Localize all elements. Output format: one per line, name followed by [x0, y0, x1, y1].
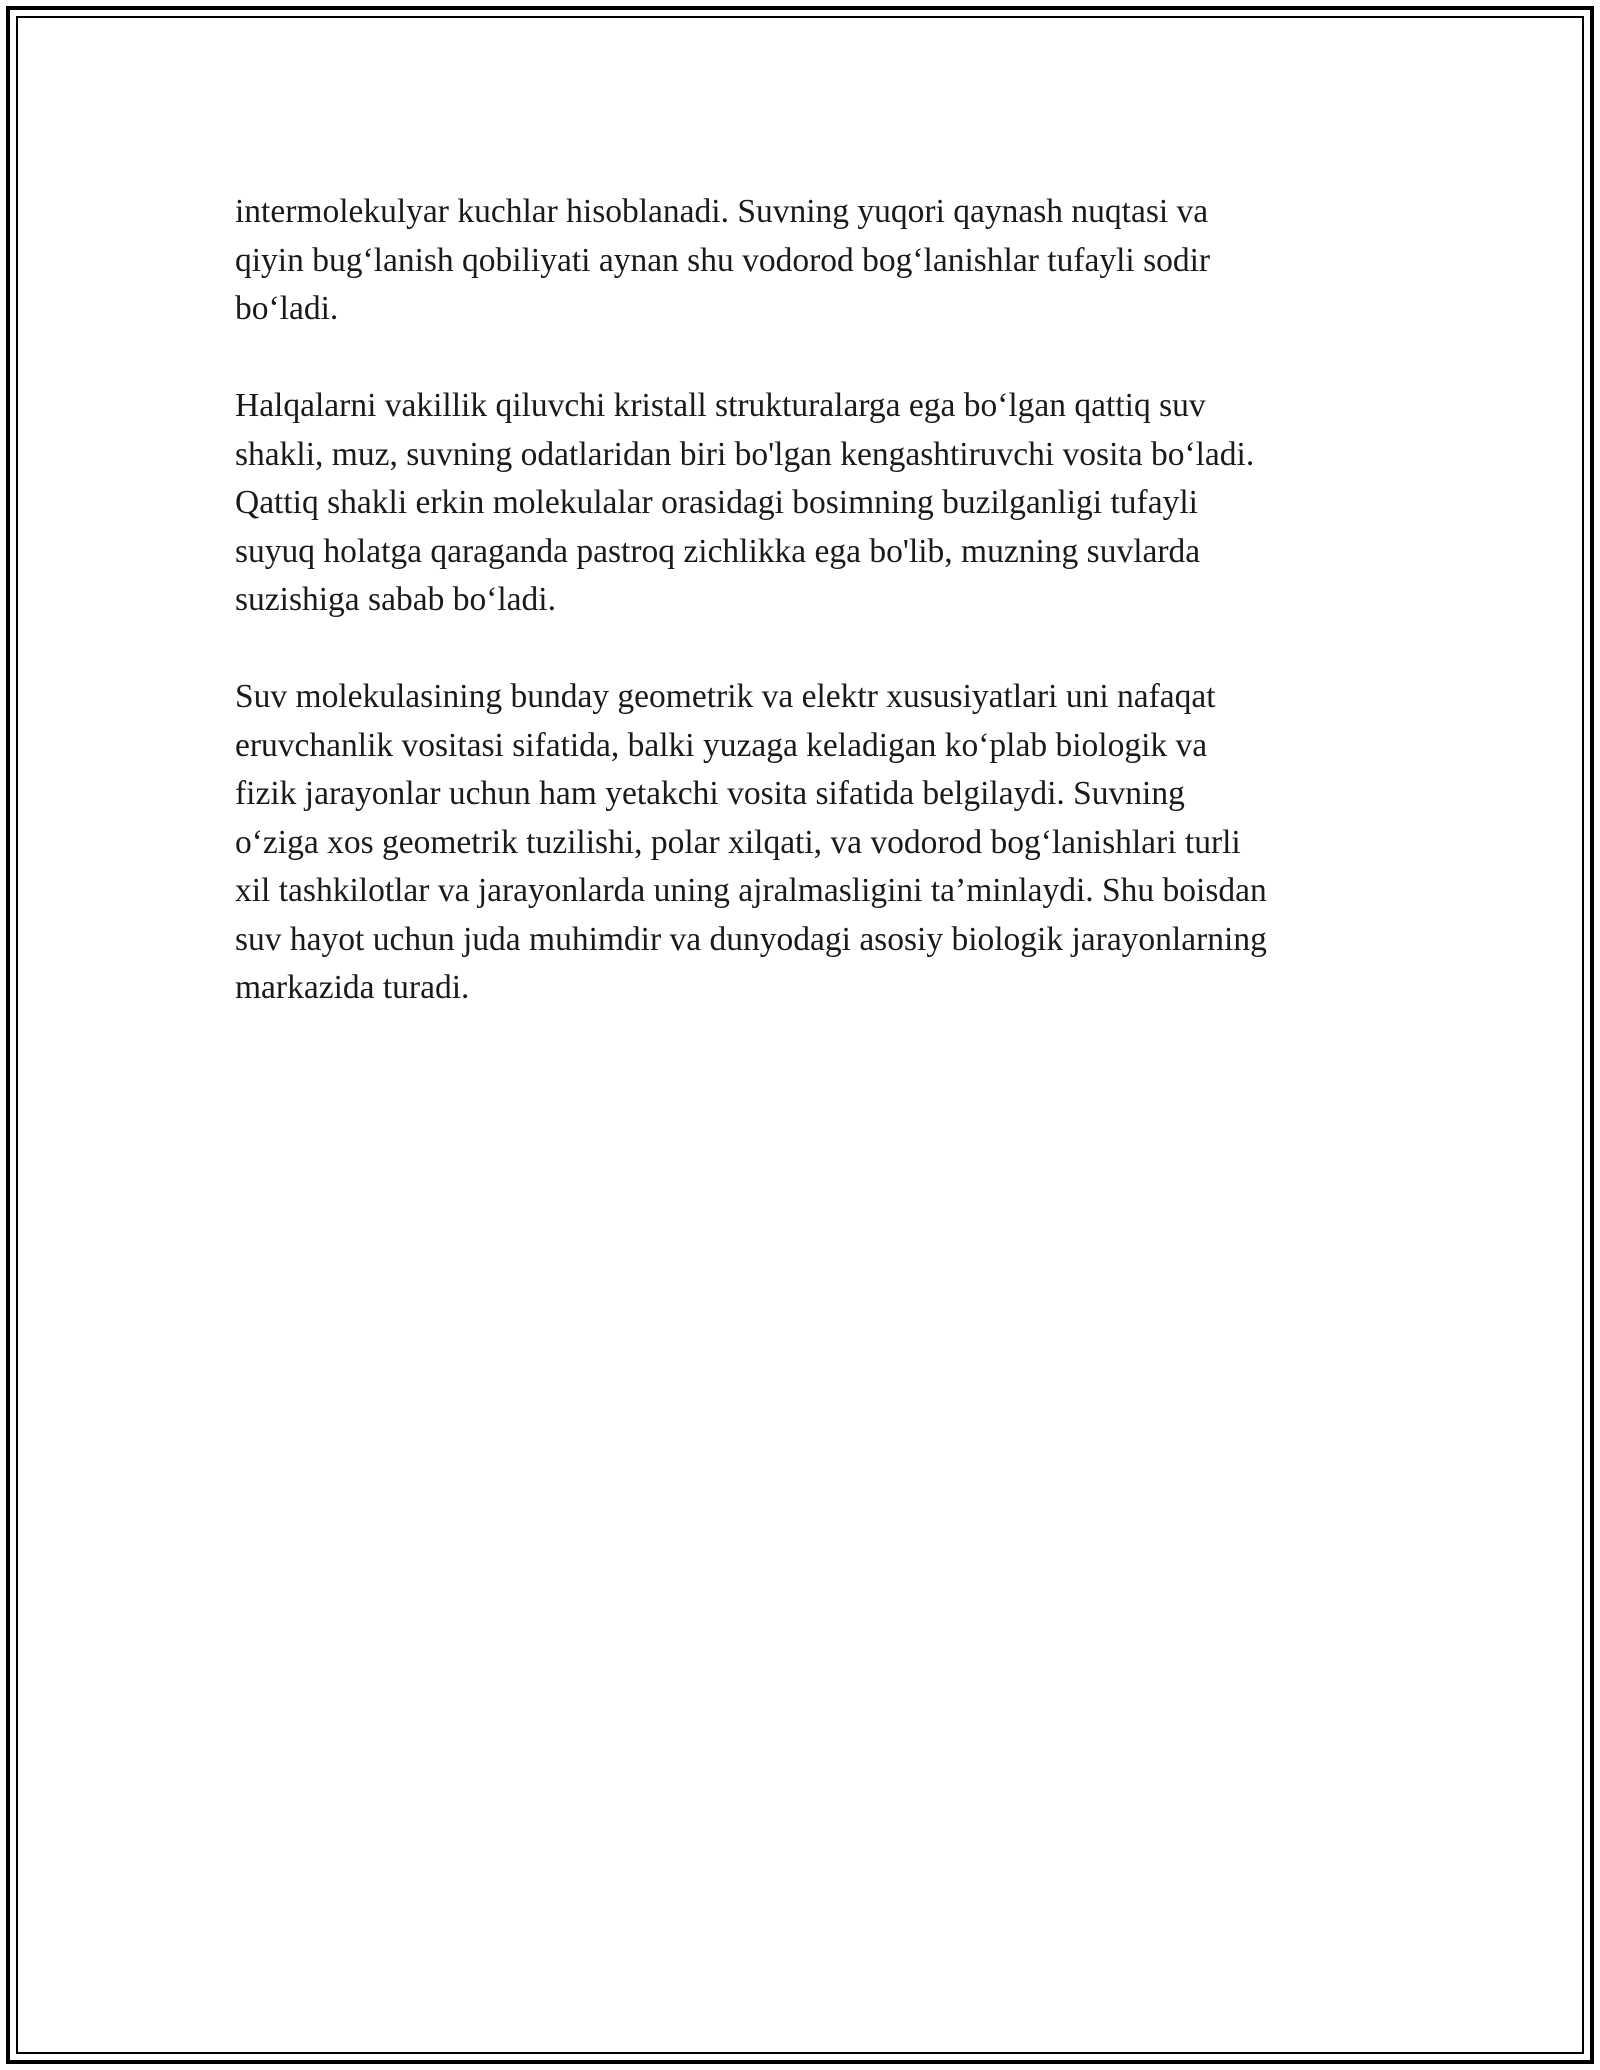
text-line: qiyin bug‘lanish qobiliyati aynan shu vodorod bog‘lanishlar tufayli sodir [235, 241, 1211, 279]
text-line: suyuq holatga qaraganda pastroq zichlikka ega bo'lib, muzning suvlarda [235, 532, 1201, 570]
text-line: eruvchanlik vositasi sifatida, balki yuzaga keladigan ko‘plab biologik va [235, 726, 1208, 764]
paragraph-ice-structure [235, 382, 1370, 625]
text-line: Suv molekulasining bunday geometrik va elektr xususiyatlari uni nafaqat [235, 678, 1216, 715]
text-line: markazida turadi. [235, 969, 470, 1006]
paragraph-hydrogen-bonds [235, 188, 1370, 334]
text-line: xil tashkilotlar va jarayonlarda uning ajralmasligini ta’minlaydi. Shu boisdan [235, 872, 1267, 909]
text-line: intermolekulyar kuchlar hisoblanadi. Suvning yuqori qaynash nuqtasi va [235, 193, 1209, 230]
text-line: Qattiq shakli erkin molekulalar orasidagi bosimning buzilganligi tufayli [235, 484, 1198, 521]
text-line: shakli, muz, suvning odatlaridan biri bo'lgan kengashtiruvchi vosita bo‘ladi. [235, 435, 1255, 473]
text-line: suv hayot uchun juda muhimdir va dunyodagi asosiy biologik jarayonlarning [235, 920, 1267, 958]
paragraph-water-properties [235, 673, 1370, 1013]
text-line: o‘ziga xos geometrik tuzilishi, polar xilqati, va vodorod bog‘lanishlari turli [235, 823, 1241, 861]
text-line: fizik jarayonlar uchun ham yetakchi vosita sifatida belgilaydi. Suvning [235, 775, 1185, 812]
text-line: Halqalarni vakillik qiluvchi kristall strukturalarga ega bo‘lgan qattiq suv [235, 387, 1206, 424]
text-line: suzishiga sabab bo‘ladi. [235, 581, 556, 618]
text-line: bo‘ladi. [235, 290, 339, 327]
document-body [235, 188, 1370, 1061]
